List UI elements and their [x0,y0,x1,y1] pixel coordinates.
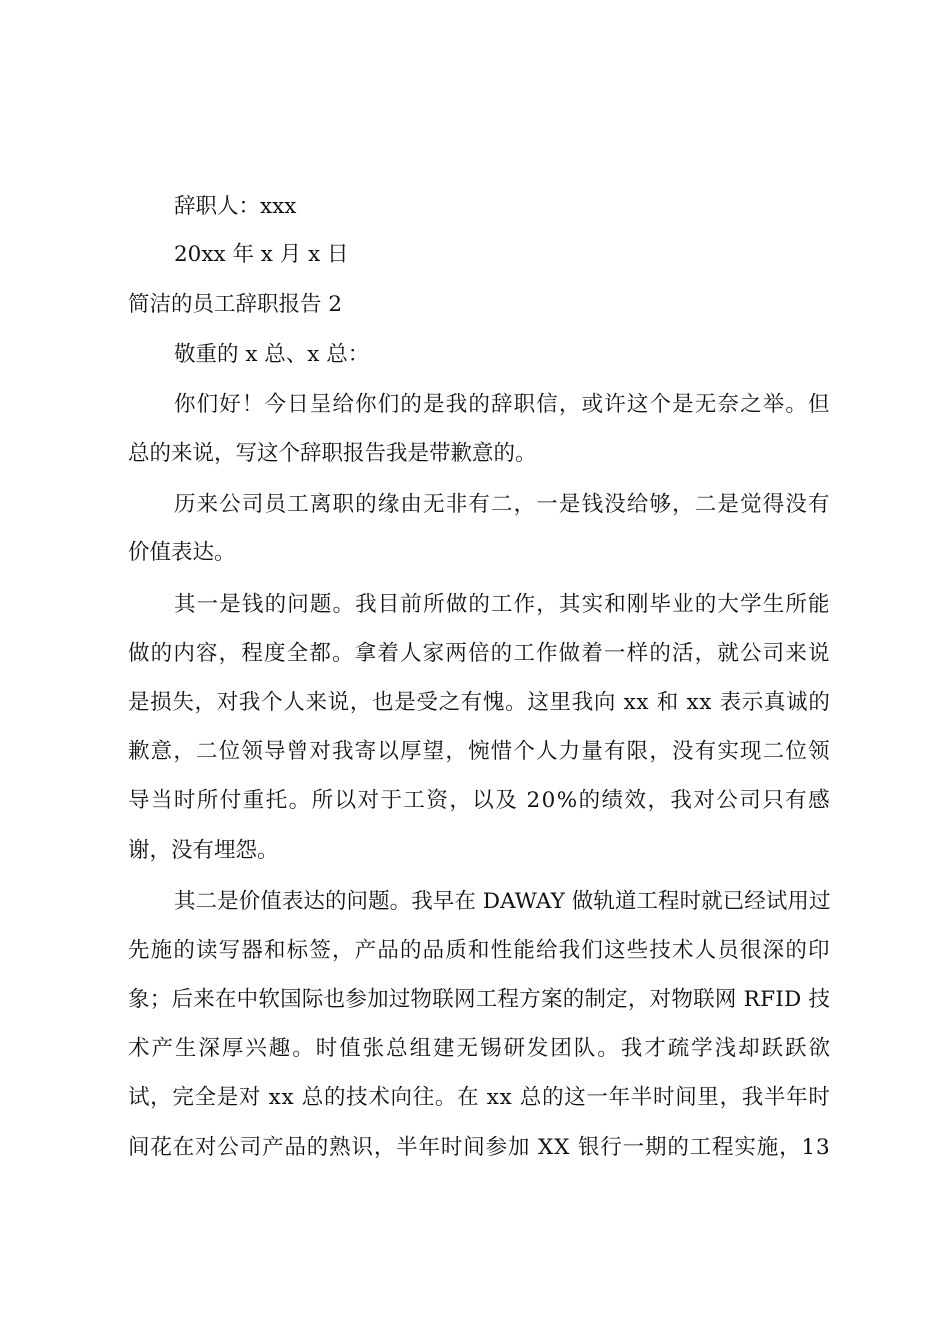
salutation: 敬重的 x 总、x 总： [174,342,370,367]
paragraph-line: 术产生深厚兴趣。时值张总组建无锡研发团队。我才疏学浅却跃跃欲 [128,1036,832,1061]
resigner-line: 辞职人：xxx [174,194,297,219]
paragraph-line: 总的来说，写这个辞职报告我是带歉意的。 [128,441,537,466]
paragraph-line: 其一是钱的问题。我目前所做的工作，其实和刚毕业的大学生所能 [174,592,831,617]
paragraph-line: 试，完全是对 xx 总的技术向往。在 xx 总的这一年半时间里，我半年时 [128,1085,831,1110]
date-line: 20xx 年 x 月 x 日 [174,242,349,267]
paragraph-line: 歉意，二位领导曾对我寄以厚望，惋惜个人力量有限，没有实现二位领 [128,739,831,764]
paragraph-line: 做的内容，程度全都。拿着人家两倍的工作做着一样的活，就公司来说 [128,641,831,666]
paragraph-line: 间花在对公司产品的熟识，半年时间参加 XX 银行一期的工程实施，13 [128,1135,831,1160]
paragraph-line: 谢，没有埋怨。 [128,838,279,863]
paragraph-line: 你们好！今日呈给你们的是我的辞职信，或许这个是无奈之举。但 [174,392,831,417]
paragraph-line: 象；后来在中软国际也参加过物联网工程方案的制定，对物联网 RFID 技 [128,987,831,1012]
paragraph-line: 价值表达。 [128,540,236,565]
paragraph-line: 导当时所付重托。所以对于工资，以及 20%的绩效，我对公司只有感 [128,788,832,813]
paragraph-line: 其二是价值表达的问题。我早在 DAWAY 做轨道工程时就已经试用过 [174,889,831,914]
paragraph-line: 是损失，对我个人来说，也是受之有愧。这里我向 xx 和 xx 表示真诚的 [128,690,831,715]
section-title: 简洁的员工辞职报告 2 [128,292,343,317]
paragraph-line: 先施的读写器和标签，产品的品质和性能给我们这些技术人员很深的印 [128,938,831,963]
paragraph-line: 历来公司员工离职的缘由无非有二，一是钱没给够，二是觉得没有 [174,492,831,517]
